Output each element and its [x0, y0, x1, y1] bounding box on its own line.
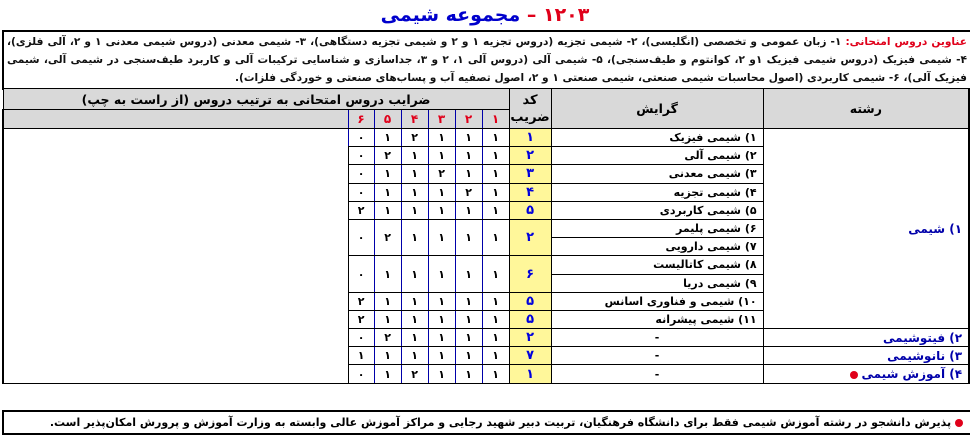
- gerayesh-cell: ۲) شیمی آلی: [551, 147, 763, 165]
- coef-cell-3: ۱: [428, 201, 455, 219]
- coef-cell-4: ۱: [401, 183, 428, 201]
- title-code: ۱۲۰۳: [542, 4, 590, 26]
- coef-cell-3: ۱: [428, 365, 455, 383]
- coef-cell-5: ۱: [374, 256, 401, 292]
- gerayesh-cell: ۹) شیمی دریا: [551, 274, 763, 292]
- header-row-1: [3, 89, 969, 110]
- coef-cell-3: ۱: [428, 147, 455, 165]
- reshteh-label: ۴) آموزش شیمی: [861, 367, 963, 382]
- coef-cell-2: ۱: [455, 310, 482, 328]
- gerayesh-cell: ۷) شیمی دارویی: [551, 238, 763, 256]
- code-cell: ۲: [509, 219, 551, 255]
- coef-cell-1: ۱: [482, 219, 509, 255]
- gerayesh-cell: ۸) شیمی کاتالیست: [551, 256, 763, 274]
- code-cell: ۳: [509, 165, 551, 183]
- header-num-5: ۵: [374, 110, 401, 129]
- coef-cell-1: ۱: [482, 201, 509, 219]
- code-cell: ۵: [509, 310, 551, 328]
- coef-cell-5: ۱: [374, 165, 401, 183]
- coef-cell-4: ۱: [401, 219, 428, 255]
- coef-cell-3: ۱: [428, 347, 455, 365]
- coef-cell-6: ۰: [348, 165, 374, 183]
- red-dot-icon: [955, 419, 963, 427]
- reshteh-cell: [763, 329, 969, 347]
- coef-cell-1: ۱: [482, 129, 509, 147]
- coef-cell-6: ۰: [348, 219, 374, 255]
- code-cell: ۵: [509, 292, 551, 310]
- coef-cell-4: ۱: [401, 256, 428, 292]
- coef-cell-4: ۲: [401, 365, 428, 383]
- coef-cell-4: ۱: [401, 165, 428, 183]
- coef-cell-2: ۱: [455, 256, 482, 292]
- coef-cell-1: ۱: [482, 183, 509, 201]
- code-cell: ۲: [509, 147, 551, 165]
- gerayesh-cell: -: [551, 365, 763, 383]
- exam-subjects-description: [2, 30, 970, 90]
- coef-cell-4: ۱: [401, 347, 428, 365]
- coef-cell-1: ۱: [482, 365, 509, 383]
- header-num-6: ۶: [348, 110, 374, 129]
- coef-cell-1: ۱: [482, 329, 509, 347]
- table-row: [3, 129, 969, 147]
- gerayesh-cell: ۱۰) شیمی و فناوری اسانس: [551, 292, 763, 310]
- coef-cell-2: ۱: [455, 329, 482, 347]
- description-label: عناوین دروس امتحانی:: [845, 36, 967, 48]
- reshteh-cell: [763, 129, 969, 329]
- header-num-4: ۴: [401, 110, 428, 129]
- header-code-line1: کد: [522, 92, 538, 108]
- coef-cell-2: ۱: [455, 165, 482, 183]
- reshteh-label: ۳) نانوشیمی: [887, 348, 963, 363]
- header-code-line2: ضریب: [510, 109, 550, 125]
- coef-cell-4: ۱: [401, 329, 428, 347]
- header-blank: [3, 110, 348, 129]
- reshteh-label: ۲) فیتوشیمی: [883, 330, 963, 345]
- header-gerayesh: گرایش: [551, 89, 763, 129]
- footer-note: [2, 410, 970, 435]
- coef-cell-4: ۲: [401, 129, 428, 147]
- gerayesh-cell: ۱۱) شیمی پیشرانه: [551, 310, 763, 328]
- code-cell: ۴: [509, 183, 551, 201]
- reshteh-label: ۱) شیمی: [908, 221, 963, 236]
- table-body: [3, 129, 969, 384]
- coef-cell-6: ۲: [348, 310, 374, 328]
- coef-cell-5: ۲: [374, 147, 401, 165]
- coef-cell-5: ۱: [374, 310, 401, 328]
- coef-cell-1: ۱: [482, 310, 509, 328]
- header-num-3: ۳: [428, 110, 455, 129]
- coef-cell-5: ۱: [374, 365, 401, 383]
- coef-cell-2: ۱: [455, 219, 482, 255]
- coef-cell-4: ۱: [401, 292, 428, 310]
- coef-cell-3: ۱: [428, 219, 455, 255]
- coef-cell-4: ۱: [401, 201, 428, 219]
- description-text: ۱- زبان عمومی و تخصصی (انگلیسی)، ۲- شیمی تجزیه (دروس تجزیه ۱ و ۲ و شیمی تجزیه دستگاهی)، ۳- شیمی معدنی (دروس شیمی معدنی ۱ و ۲، آلی فلزی)، ۴- شیمی فیزیک (دروس شیمی فیزیک ۱و ۲، کوانتوم و طیف‌سنجی)، ۵- شیمی آلی (دروس آلی ۱، ۲ و ۳، جداسازی و شناسایی ترکیبات آلی و کاربرد طیف‌سنجی در شیمی آلی، شیمی فیزیک آلی)، ۶- شیمی کاربردی (اصول محاسبات شیمی صنعتی، شیمی صنعتی ۱ و ۲، اصول تصفیه آب و پساب‌های صنعتی و خوردگی فلزات).: [7, 36, 968, 84]
- coef-cell-6: ۰: [348, 329, 374, 347]
- coef-cell-5: ۱: [374, 201, 401, 219]
- coef-cell-2: ۱: [455, 347, 482, 365]
- code-cell: ۷: [509, 347, 551, 365]
- gerayesh-cell: -: [551, 329, 763, 347]
- coef-cell-3: ۱: [428, 256, 455, 292]
- coef-cell-5: ۲: [374, 329, 401, 347]
- coef-cell-6: ۰: [348, 147, 374, 165]
- coef-cell-3: ۱: [428, 129, 455, 147]
- coef-cell-4: ۱: [401, 310, 428, 328]
- reshteh-cell: [763, 365, 969, 383]
- code-cell: ۲: [509, 329, 551, 347]
- coef-cell-5: ۲: [374, 219, 401, 255]
- gerayesh-cell: -: [551, 347, 763, 365]
- coef-cell-2: ۱: [455, 365, 482, 383]
- coef-cell-3: ۲: [428, 165, 455, 183]
- coef-cell-1: ۱: [482, 256, 509, 292]
- page-title: [0, 0, 970, 30]
- coef-cell-1: ۱: [482, 347, 509, 365]
- header-num-2: ۲: [455, 110, 482, 129]
- coef-cell-3: ۱: [428, 329, 455, 347]
- coefficients-table: [2, 88, 970, 384]
- coef-cell-5: ۱: [374, 129, 401, 147]
- gerayesh-cell: ۱) شیمی فیزیک: [551, 129, 763, 147]
- coef-cell-6: ۱: [348, 347, 374, 365]
- coef-cell-6: ۰: [348, 183, 374, 201]
- coef-cell-1: ۱: [482, 147, 509, 165]
- header-code: [509, 89, 551, 129]
- code-cell: ۱: [509, 365, 551, 383]
- blank-area: [3, 129, 348, 384]
- gerayesh-cell: ۶) شیمی پلیمر: [551, 219, 763, 237]
- code-cell: ۶: [509, 256, 551, 292]
- footer-text: پذیرش دانشجو در رشته آموزش شیمی فقط برای دانشگاه فرهنگیان، تربیت دبیر شهید رجایی و مراکز آموزش عالی وابسته به وزارت آموزش و پرورش امکان‌پذیر است.: [49, 416, 952, 429]
- title-name: مجموعه شیمی: [380, 4, 521, 26]
- coef-cell-2: ۱: [455, 201, 482, 219]
- coef-cell-5: ۱: [374, 183, 401, 201]
- coef-cell-3: ۱: [428, 183, 455, 201]
- code-cell: ۱: [509, 129, 551, 147]
- gerayesh-cell: ۳) شیمی معدنی: [551, 165, 763, 183]
- gerayesh-cell: ۴) شیمی تجزیه: [551, 183, 763, 201]
- coef-cell-5: ۱: [374, 292, 401, 310]
- title-dash: –: [526, 4, 537, 26]
- header-num-1: ۱: [482, 110, 509, 129]
- coef-cell-2: ۱: [455, 129, 482, 147]
- gerayesh-cell: ۵) شیمی کاربردی: [551, 201, 763, 219]
- red-dot-icon: [850, 371, 858, 379]
- coef-cell-5: ۱: [374, 347, 401, 365]
- coef-cell-1: ۱: [482, 292, 509, 310]
- coef-cell-2: ۱: [455, 147, 482, 165]
- coef-cell-2: ۲: [455, 183, 482, 201]
- coef-cell-2: ۱: [455, 292, 482, 310]
- coef-cell-3: ۱: [428, 310, 455, 328]
- header-reshteh: رشته: [763, 89, 969, 129]
- coef-cell-6: ۰: [348, 129, 374, 147]
- coef-cell-6: ۰: [348, 256, 374, 292]
- coef-cell-3: ۱: [428, 292, 455, 310]
- coef-cell-6: ۲: [348, 292, 374, 310]
- coef-cell-1: ۱: [482, 165, 509, 183]
- coef-cell-6: ۲: [348, 201, 374, 219]
- code-cell: ۵: [509, 201, 551, 219]
- coef-cell-4: ۱: [401, 147, 428, 165]
- reshteh-cell: [763, 347, 969, 365]
- header-coefficients: ضرایب دروس امتحانی به ترتیب دروس (از راست به چپ): [3, 89, 509, 110]
- coef-cell-6: ۰: [348, 365, 374, 383]
